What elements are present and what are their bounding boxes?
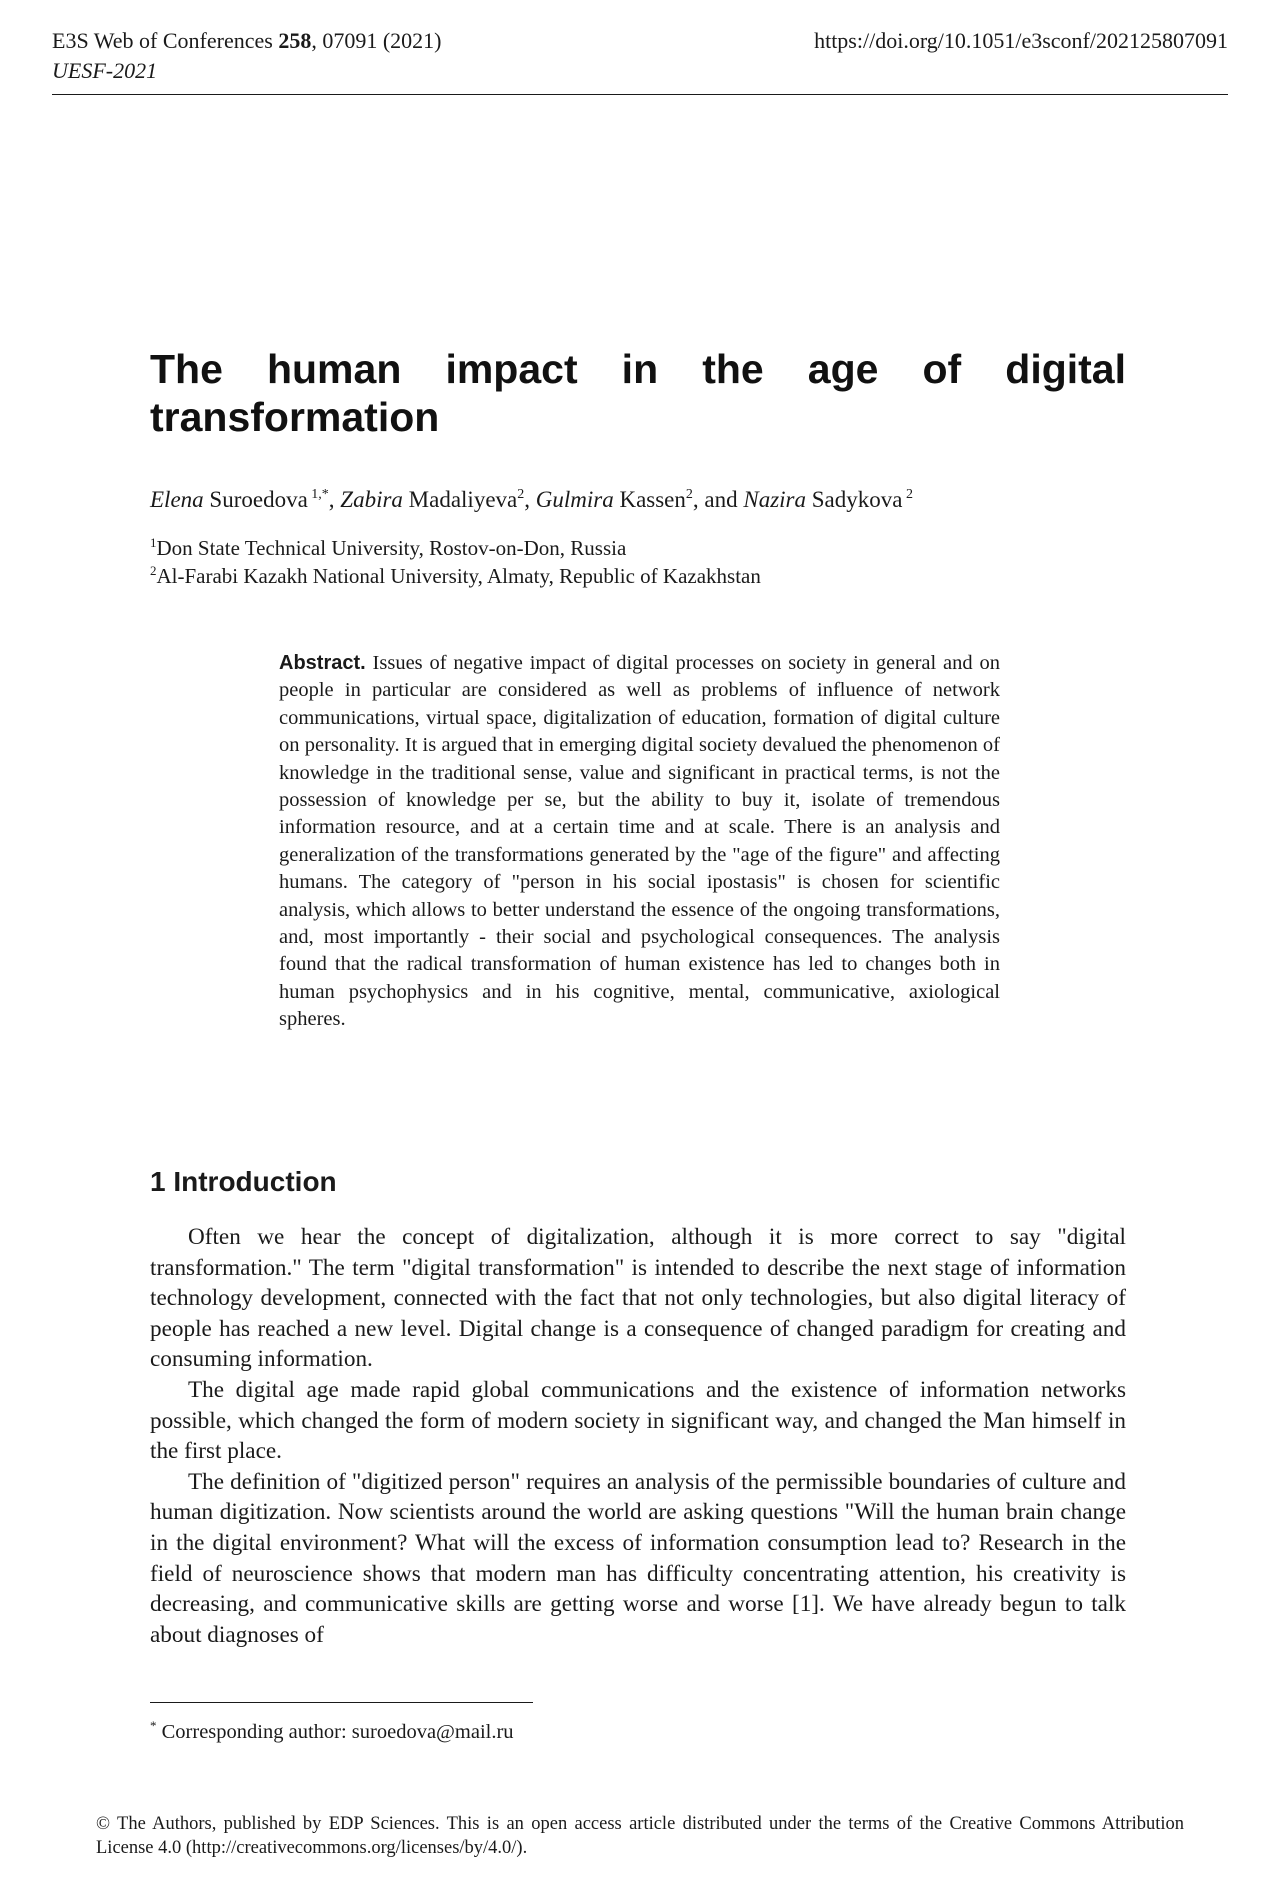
affiliation-mark: 2 [150,563,157,578]
journal-citation [52,26,441,56]
footnote-text: Corresponding author: suroedova@mail.ru [156,1721,514,1743]
author-affiliation-mark: 2 [902,487,913,502]
affiliation-text: Al-Farabi Kazakh National University, Almaty, Republic of Kazakhstan [156,564,761,588]
affiliation-item [150,562,1126,590]
author-affiliation-mark: 2 [517,487,525,502]
author-given-name: Elena [150,487,204,512]
license-notice: © The Authors, published by EDP Sciences. This is an open access article distributed under the terms of the Creative Commons Attribution License 4.0 (http://creativecommons.org/licenses/by/4.0/). [96,1814,1184,1858]
body-paragraph: The definition of "digitized person" requires an analysis of the permissible boundaries of culture and human digitization. Now scientists around the world are asking questions "Will the human brain change in the digital environment? What will the excess of information consumption lead to? Research in the field of neuroscience shows that modern man has difficulty concentrating attention, his creativity is decreasing, and communicative skills are getting worse and worse [1]. We have already begun to talk about diagnoses of [150,1468,1126,1648]
body-paragraph: Often we hear the concept of digitalization, although it is more correct to say "digital transformation." The term "digital transformation" is intended to describe the next stage of information technology development, connected with the fact that not only technologies, but also digital literacy of people has reached a new level. Digital change is a consequence of changed paradigm for creating and consuming information. [150,1224,1126,1373]
author-given-name: Gulmira [535,487,614,512]
affiliation-list [150,534,1126,590]
header-divider [52,94,1228,95]
author-list [150,485,1126,515]
affiliation-mark: 1 [150,535,157,550]
author-given-name: Nazira [743,487,806,512]
author-separator: , [524,487,536,512]
author-family-name: Suroedova [203,487,308,512]
abstract-text: Issues of negative impact of digital processes on society in general and on people in particular are considered as well as problems of influence of network communications, virtual space, digitalization of education, formation of digital culture on personality. It is argued that in emerging digital society devalued the phenomenon of knowledge in the traditional sense, value and significant in practical terms, is not the possession of knowledge per se, but the ability to buy it, isolate of tremendous information resource, and at a certain time and at scale. There is an analysis and generalization of the transformations generated by the "age of the figure" and affecting humans. The category of "person in his social ipostasis" is chosen for scientific analysis, which allows to better understand the essence of the ongoing transformations, and, most importantly - their social and psychological consequences. The analysis found that the radical transformation of human existence has led to changes both in human psychophysics and in his cognitive, mental, communicative, axiological spheres. [279,652,1000,1031]
affiliation-text: Don State Technical University, Rostov-on-Don, Russia [156,536,627,560]
author-affiliation-mark: 2 [685,487,693,502]
author-affiliation-mark: 1,* [307,487,329,502]
section-body [150,1222,1126,1650]
article-number: , 07091 (2021) [311,28,442,53]
journal-volume: 258 [278,28,312,53]
footnote-mark: * [150,1718,157,1733]
body-paragraph: The digital age made rapid global communications and the existence of information networks possible, which changed the form of modern society in significant way, and changed the Man himself in the first place. [150,1376,1126,1465]
doi-link[interactable]: https://doi.org/10.1051/e3sconf/202125807091 [814,28,1228,53]
abstract-label: Abstract. [279,652,366,674]
affiliation-item [150,534,1126,562]
author-family-name: Kassen [613,487,686,512]
footnote-divider [150,1702,533,1703]
journal-name: E3S Web of Conferences [52,28,279,53]
author-family-name: Sadykova [806,487,903,512]
footnote [150,1718,514,1746]
paper-title: The human impact in the age of digital transformation [150,346,1126,440]
abstract [279,650,1000,1034]
author-given-name: Zabira [340,487,403,512]
author-family-name: Madaliyeva [402,487,518,512]
conference-name: UESF-2021 [52,58,158,83]
author-separator: , and [692,487,744,512]
author-separator: , [328,487,341,512]
running-header [52,26,1228,86]
section-heading: 1 Introduction [150,1166,337,1197]
